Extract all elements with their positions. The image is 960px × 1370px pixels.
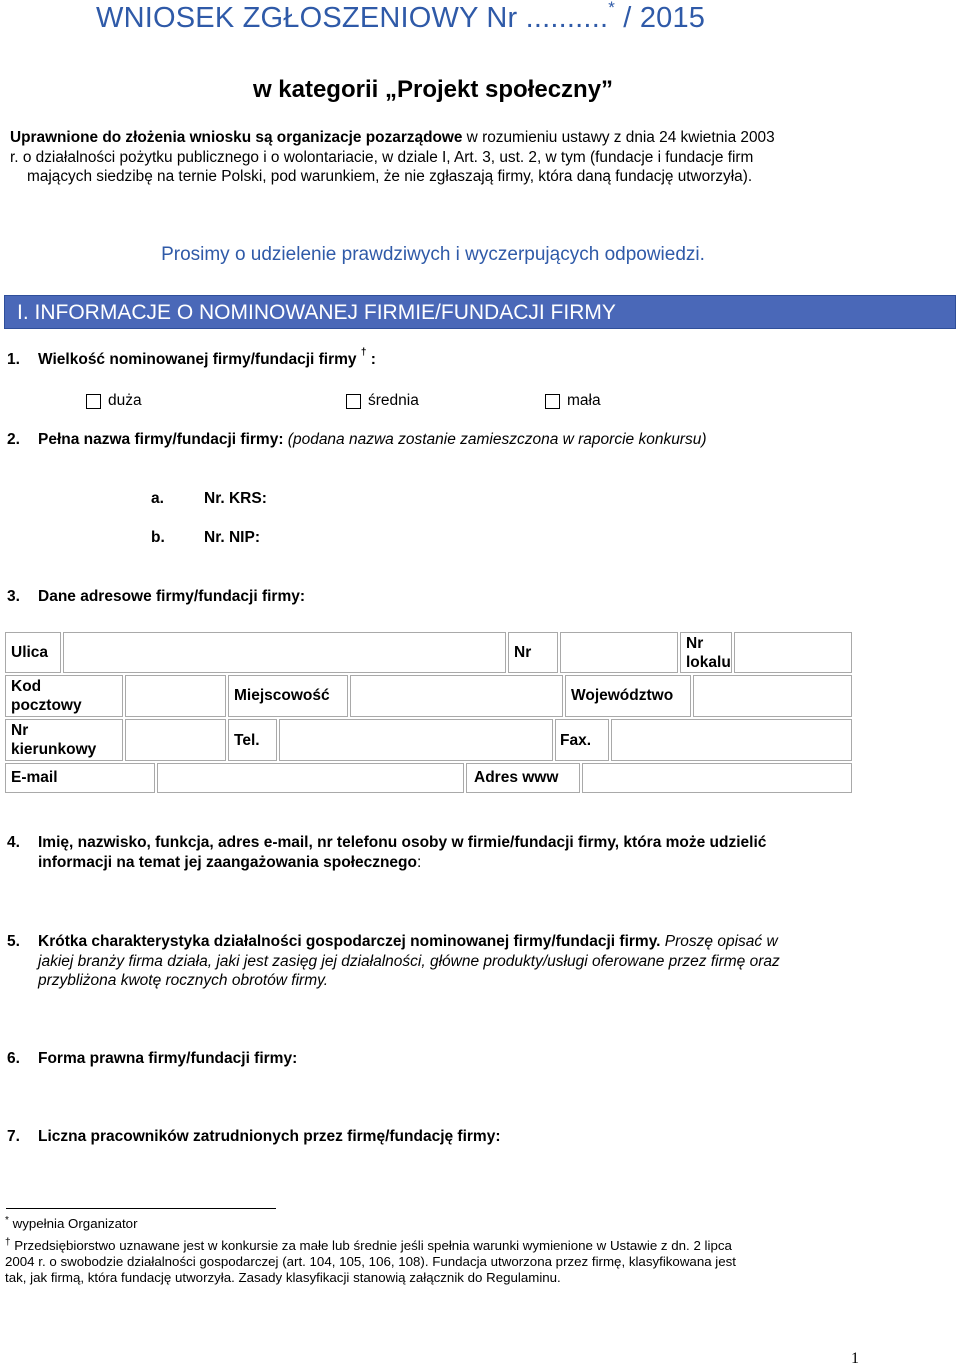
question-bold: Krótka charakterystyka działalności gospodarczej nominowanej firmy/fundacji firmy.: [38, 933, 661, 950]
intro-line-2: r. o działalności pożytku publicznego i o wolontariacie, w dziale I, Art. 3, ust. 2, w tym (fundacje i fundacje firm: [10, 148, 754, 166]
question-1: [7, 347, 376, 369]
nr-lokalu-label-cell: [680, 632, 732, 673]
eligibility-intro: [10, 128, 865, 187]
question-text-2-end: :: [417, 853, 422, 871]
question-2: [7, 431, 707, 449]
footnote-mark: *: [5, 1215, 9, 1226]
fax-field[interactable]: [611, 719, 852, 761]
question-7: [7, 1128, 501, 1146]
title-year: / 2015: [615, 2, 706, 34]
question-number: 6.: [7, 1050, 20, 1067]
adres-www-field[interactable]: [582, 763, 852, 793]
kierunkowy-label-cell: [5, 719, 123, 761]
question-note: (podana nazwa zostanie zamieszczona w raporcie konkursu): [283, 431, 707, 448]
question-number: 4.: [7, 834, 20, 851]
question-label: Pełna nazwa firmy/fundacji firmy:: [38, 431, 284, 448]
krs-label: Nr. KRS:: [204, 490, 267, 507]
question-text-2: [38, 853, 907, 873]
wojewodztwo-label-cell: [565, 675, 691, 717]
ulica-label-cell: [5, 632, 61, 673]
question-number: 1.: [7, 351, 20, 368]
footnote-line-1: Przedsiębiorstwo uznawane jest w konkursie za małe lub średnie jeśli spełnia warunki wymienione w Ustawie z dn. 2 lipca: [10, 1238, 732, 1253]
miejscowosc-field[interactable]: [350, 675, 563, 717]
section-title: I. INFORMACJE O NOMINOWANEJ FIRMIE/FUNDACJI FIRMY: [17, 301, 616, 324]
form-title: [96, 2, 705, 35]
question-label: Forma prawna firmy/fundacji firmy:: [38, 1050, 298, 1067]
question-number: 7.: [7, 1128, 20, 1145]
question-label: Dane adresowe firmy/fundacji firmy:: [38, 588, 306, 605]
page-number: 1: [851, 1350, 859, 1367]
question-label: Wielkość nominowanej firmy/fundacji firmy: [38, 351, 357, 368]
question-3: [7, 588, 305, 606]
email-label: E-mail: [11, 769, 58, 786]
tel-label-cell: [228, 719, 277, 761]
question-italic-1: Proszę opisać w: [660, 933, 778, 950]
dagger-mark: †: [360, 347, 367, 358]
footnote-separator: [6, 1208, 276, 1209]
miejscowosc-label: Miejscowość: [234, 687, 330, 704]
intro-bold: Uprawnione do złożenia wniosku są organizacje pozarządowe: [10, 129, 463, 146]
question-number: 2.: [7, 431, 20, 448]
nr-field[interactable]: [560, 632, 678, 673]
request-text: Prosimy o udzielenie prawdziwych i wyczerpujących odpowiedzi.: [161, 244, 705, 265]
option-label-srednia: średnia: [368, 392, 419, 409]
nip-label: Nr. NIP:: [204, 529, 260, 546]
question-italic-2: jakiej branży firma działa, jaki jest zasięg jej działalności, główne produkty/usługi oferowane przez firmę oraz: [38, 952, 780, 970]
nr-label: Nr: [514, 644, 532, 661]
email-field[interactable]: [157, 763, 464, 793]
question-text-1: Imię, nazwisko, funkcja, adres e-mail, nr telefonu osoby w firmie/fundacji firmy, która może udzielić: [38, 834, 767, 851]
nr-lokalu-label: Nr lokalu: [686, 635, 731, 671]
footnote-line-2: 2004 r. o swobodzie działalności gospodarczej (art. 104, 105, 106, 108). Fundacja utworzona przez firmę, klasyfikowana jest: [5, 1254, 736, 1269]
adres-www-label: Adres www: [474, 769, 559, 786]
option-label-duza: duża: [108, 392, 142, 409]
nr-label-cell: [508, 632, 558, 673]
question-italic-3: przybliżona kwotę rocznych obrotów firmy.: [38, 972, 329, 989]
fax-label-cell: [555, 719, 609, 761]
question-number: 5.: [7, 933, 20, 950]
footnote-1: [5, 1216, 865, 1232]
question-6: [7, 1050, 297, 1068]
kod-pocztowy-label: Kod pocztowy: [11, 678, 82, 714]
nr-lokalu-field[interactable]: [734, 632, 852, 673]
tel-label: Tel.: [234, 732, 260, 749]
section-header: [4, 295, 956, 329]
intro-line-3: mających siedzibę na ternie Polski, pod warunkiem, że nie zgłaszają firmy, która daną fundację utworzyła).: [27, 168, 753, 185]
footnote-2: [5, 1238, 865, 1286]
title-main: WNIOSEK ZGŁOSZENIOWY Nr ..........: [96, 2, 609, 34]
question-number: 3.: [7, 588, 20, 605]
colon: :: [366, 351, 376, 368]
option-label-mala: mała: [567, 392, 601, 409]
ulica-label: Ulica: [11, 644, 49, 661]
nr-kierunkowy-label: Nr kierunkowy: [11, 722, 97, 758]
nip-letter: b.: [151, 529, 165, 546]
intro-rest: w rozumieniu ustawy z dnia 24 kwietnia 2003: [462, 129, 775, 146]
question-5: [7, 932, 907, 991]
www-label-cell: [466, 763, 580, 793]
checkbox-srednia[interactable]: [346, 394, 361, 409]
title-footnote-mark: *: [608, 0, 616, 17]
email-label-cell: [5, 763, 155, 793]
checkbox-mala[interactable]: [545, 394, 560, 409]
kod-label-cell: [5, 675, 123, 717]
footnote-text: wypełnia Organizator: [8, 1216, 138, 1231]
ulica-field[interactable]: [63, 632, 506, 673]
footnote-mark: †: [5, 1237, 11, 1248]
wojewodztwo-label: Województwo: [571, 687, 674, 704]
tel-field[interactable]: [279, 719, 553, 761]
checkbox-duza[interactable]: [86, 394, 101, 409]
question-label: Liczna pracowników zatrudnionych przez firmę/fundację firmy:: [38, 1128, 501, 1145]
question-text-2-main: informacji na temat jej zaangażowania społecznego: [38, 853, 417, 871]
wojewodztwo-field[interactable]: [693, 675, 852, 717]
nr-kierunkowy-field[interactable]: [125, 719, 226, 761]
fax-label: Fax.: [560, 732, 592, 749]
form-subtitle: w kategorii „Projekt społeczny”: [252, 76, 614, 103]
krs-letter: a.: [151, 490, 164, 507]
miejscowosc-label-cell: [228, 675, 348, 717]
question-4: [7, 833, 907, 872]
footnote-line-3: tak, jak firmą, która fundację utworzyła. Zasady klasyfikacji stanowią załącznik do Regulaminu.: [5, 1270, 561, 1285]
question-text-1: [38, 932, 907, 952]
kod-pocztowy-field[interactable]: [125, 675, 226, 717]
